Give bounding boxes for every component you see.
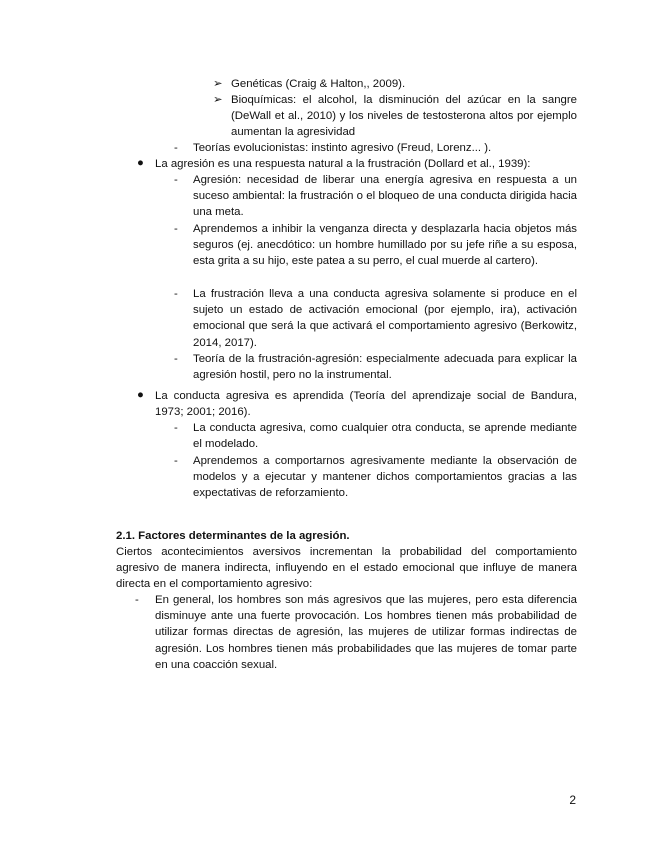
dash-bullet-icon: - xyxy=(174,223,178,235)
frustration-item-3: La frustración lleva a una conducta agresiva solamente si produce en el sujeto un estado de activación emocional (por ejemplo, ira), activación emocional que será la que activará el comportamiento agresivo (Berkowitz, 2014, 2017). xyxy=(193,288,577,349)
frustration-item-4: Teoría de la frustración-agresión: especialmente adecuada para explicar la agresión hostil, pero no la instrumental. xyxy=(193,353,577,382)
dash-bullet-icon: - xyxy=(135,594,139,606)
evolutionary-theories: Teorías evolucionistas: instinto agresivo (Freud, Lorenz... ). xyxy=(193,142,492,154)
learned-heading: La conducta agresiva es aprendida (Teoría del aprendizaje social de Bandura, 1973; 2001; 2016). xyxy=(155,390,577,419)
dash-bullet-icon: - xyxy=(174,142,178,154)
frustration-item-1: Agresión: necesidad de liberar una energía agresiva en respuesta a un suceso ambiental: la frustración o el bloqueo de una conducta dirigida hacia una meta. xyxy=(193,174,577,219)
arrow-bullet-icon: ➢ xyxy=(213,78,223,90)
dot-bullet-icon: ● xyxy=(137,157,144,169)
frustration-item-2: Aprendemos a inhibir la venganza directa y desplazarla hacia objetos más seguros (ej. anecdótico: un hombre humillado por su jefe riñe a su esposa, esta grita a su hijo, este patea a su perro, el cual muerde al cartero). xyxy=(193,223,577,268)
arrow-bullet-icon: ➢ xyxy=(213,94,223,106)
dash-bullet-icon: - xyxy=(174,422,178,434)
dot-bullet-icon: ● xyxy=(137,389,144,401)
dash-bullet-icon: - xyxy=(174,174,178,186)
page-number: 2 xyxy=(569,793,576,807)
dash-bullet-icon: - xyxy=(174,353,178,365)
genetic-factor: Genéticas (Craig & Halton,, 2009). xyxy=(231,78,406,90)
dash-bullet-icon: - xyxy=(174,455,178,467)
section-heading: 2.1. Factores determinantes de la agresión. xyxy=(116,530,350,542)
learned-item-2: Aprendemos a comportarnos agresivamente mediante la observación de modelos y a ejecutar y mantener dichos comportamientos gracias a las expectativas de reforzamiento. xyxy=(193,455,577,500)
biochemical-factor: Bioquímicas: el alcohol, la disminución del azúcar en la sangre (DeWall et al., 2010) y los niveles de testosterona altos por ejemplo aumentan la agresividad xyxy=(231,94,577,139)
frustration-heading: La agresión es una respuesta natural a la frustración (Dollard et al., 1939): xyxy=(155,158,531,170)
gender-difference-item: En general, los hombres son más agresivos que las mujeres, pero esta diferencia disminuye ante una fuerte provocación. Los hombres tienen más probabilidad de utilizar formas directas de agresión, las mujeres de utilizar formas indirectas de agresión. Los hombres tienen más probabilidades que las mujeres de tomar parte en una coacción sexual. xyxy=(155,594,577,671)
learned-item-1: La conducta agresiva, como cualquier otra conducta, se aprende mediante el modelado. xyxy=(193,422,577,451)
dash-bullet-icon: - xyxy=(174,288,178,300)
section-intro: Ciertos acontecimientos aversivos incrementan la probabilidad del comportamiento agresivo de manera indirecta, influyendo en el estado emocional que influye de manera directa en el comportamiento agresivo: xyxy=(116,546,577,591)
